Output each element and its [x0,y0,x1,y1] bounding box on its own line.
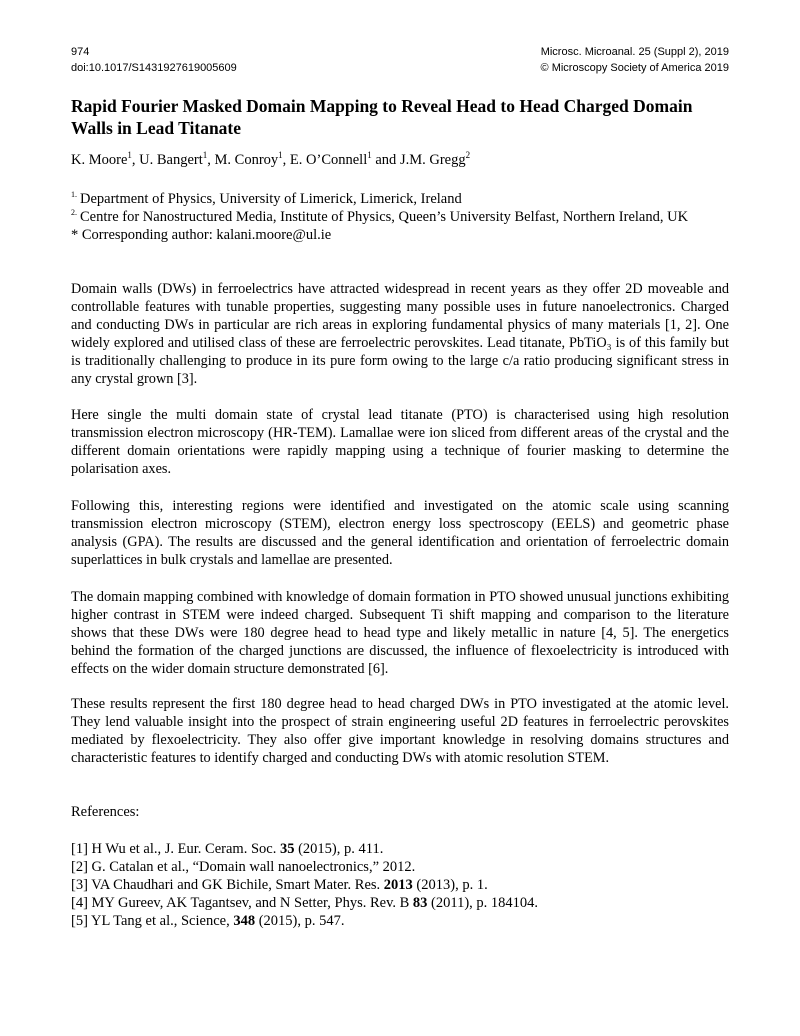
header-right [541,44,729,76]
references-heading: References: [71,804,140,820]
body-paragraph: The domain mapping combined with knowledge of domain formation in PTO showed unusual junctions exhibiting higher contrast in STEM were indeed charged. Subsequent Ti shift mapping and comparison to the literature shows that these DWs were 180 degree head to head type and likely metallic in nature [4, 5]. The energetics behind the formation of the charged junctions are discussed, the influence of flexoelectricity is introduced with effects on the wider domain structure demonstrated [6]. [71,589,729,677]
affiliations [71,190,729,244]
doi: doi:10.1017/S1431927619005609 [71,62,237,74]
author-affiliation-mark: 2 [465,150,471,161]
reference-item: [4] MY Gureev, AK Tagantsev, and N Setter, Phys. Rev. B 83 (2011), p. 184104. [71,895,539,911]
author-affiliation-mark: 1 [202,150,208,161]
author: M. Conroy [214,152,279,168]
reference-item: [3] VA Chaudhari and GK Bichile, Smart Mater. Res. 2013 (2013), p. 1. [71,877,488,893]
body-paragraph: These results represent the first 180 degree head to head charged DWs in PTO investigated at the atomic level. They lend valuable insight into the prospect of strain engineering useful 2D features in ferroelectric perovskites mediated by flexoelectricity. They also offer give important knowledge in resolving domains structures and characteristic features to identify charged and conducting DWs with atomic resolution STEM. [71,696,729,766]
author: J.M. Gregg [399,152,466,168]
author-separator: and [371,152,400,168]
paper-title: Rapid Fourier Masked Domain Mapping to Reveal Head to Head Charged Domain Walls in Lead Titanate [71,96,693,138]
affiliation-mark: 2. [71,208,77,218]
author: E. O’Connell [289,152,368,168]
author: U. Bangert [139,152,203,168]
body-paragraph: Following this, interesting regions were identified and investigated on the atomic scale using scanning transmission electron microscopy (STEM), electron energy loss spectroscopy (EELS) and geometric phase analysis (GPA). The results are discussed and the general identification and orientation of ferroelectric domain superlattices in bulk crystals and lamellae are presented. [71,498,729,568]
reference-list [71,840,729,930]
page-number: 974 [71,46,90,58]
affiliation-text: Department of Physics, University of Limerick, Limerick, Ireland [80,191,462,207]
body-paragraph: Domain walls (DWs) in ferroelectrics have attracted widespread in recent years as they offer 2D moveable and controllable features with tunable properties, suggesting many possible uses in future nanoelectronics. Charged and conducting DWs in particular are rich areas in exploring fundamental physics of many materials [1, 2]. One widely explored and utilised class of these are ferroelectric perovskites. Lead titanate, PbTiO₃ is of this family but is traditionally challenging to produce in its pure form owing to the large c/a ratio producing significant stress in any crystal grown [3]. [71,281,729,387]
author-list [71,151,729,170]
author-separator: , [207,152,215,168]
reference-item: [1] H Wu et al., J. Eur. Ceram. Soc. 35 (2015), p. 411. [71,841,384,857]
affiliation-mark: 1. [71,190,77,200]
author: K. Moore [71,152,128,168]
journal-citation: Microsc. Microanal. 25 (Suppl 2), 2019 [540,46,729,58]
author-affiliation-mark: 1 [367,150,372,161]
corresponding-author: * Corresponding author: kalani.moore@ul.ie [71,227,332,243]
author-separator: , [282,152,290,168]
copyright: © Microscopy Society of America 2019 [540,62,729,74]
author-affiliation-mark: 1 [127,150,132,161]
reference-item: [5] YL Tang et al., Science, 348 (2015), p. 547. [71,913,345,929]
author-affiliation-mark: 1 [278,150,283,161]
header-left [71,44,237,76]
author-separator: , [131,152,140,168]
body-paragraph: Here single the multi domain state of crystal lead titanate (PTO) is characterised using high resolution transmission electron microscopy (HR-TEM). Lamallae were ion sliced from different areas of the crystal and the different domain orientations were rapidly mapping using a technique of fourier masking to determine the polarisation axes. [71,407,729,477]
affiliation-text: Centre for Nanostructured Media, Institute of Physics, Queen’s University Belfast, Northern Ireland, UK [80,209,689,225]
affiliation-item [71,190,729,208]
affiliation-item [71,208,729,226]
reference-item: [2] G. Catalan et al., “Domain wall nanoelectronics,” 2012. [71,859,416,875]
